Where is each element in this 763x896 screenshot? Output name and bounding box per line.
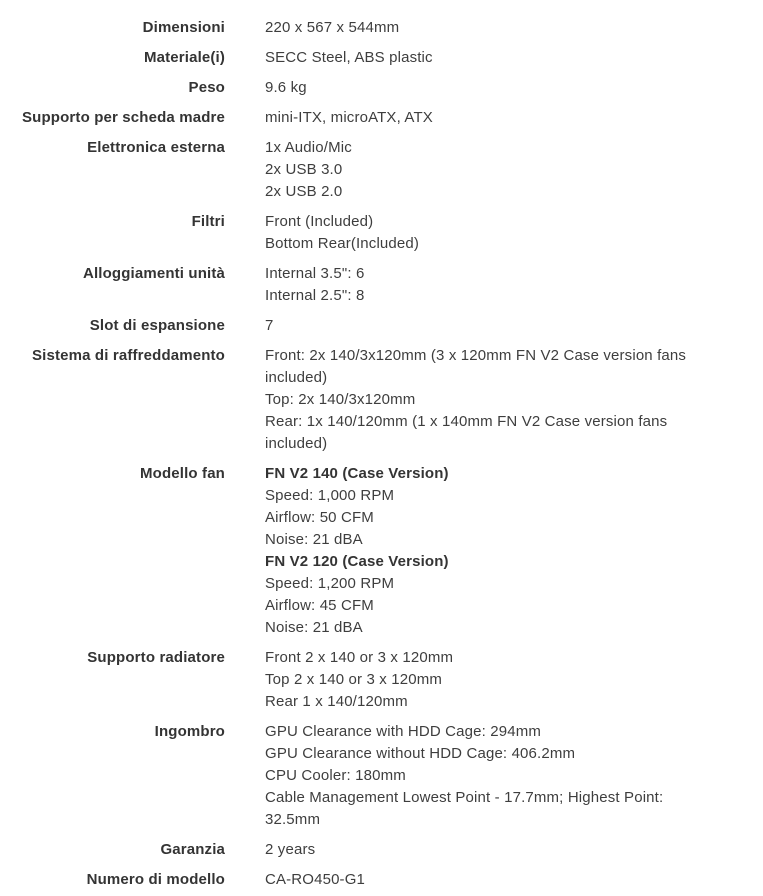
- spec-value-line: SECC Steel, ABS plastic: [265, 49, 433, 66]
- spec-label: Slot di espansione: [89, 317, 225, 334]
- spec-value-line: 2 years: [265, 841, 316, 858]
- spec-value: [225, 345, 763, 455]
- spec-value-line: 220 x 567 x 544mm: [265, 19, 400, 36]
- spec-value-line: Rear 1 x 140/120mm: [265, 693, 408, 710]
- spec-value-line: 32.5mm: [265, 811, 321, 828]
- spec-value-line: Airflow: 50 CFM: [265, 509, 374, 526]
- spec-row: [0, 315, 763, 337]
- spec-value-line: Speed: 1,200 RPM: [265, 575, 395, 592]
- spec-value-line: 9.6 kg: [265, 79, 307, 96]
- spec-label: Ingombro: [154, 723, 225, 740]
- spec-label: Filtri: [191, 213, 225, 230]
- spec-row: [0, 463, 763, 639]
- spec-value-line: Airflow: 45 CFM: [265, 597, 374, 614]
- spec-value: [225, 315, 763, 337]
- spec-value: [225, 47, 763, 69]
- spec-value: [225, 463, 763, 639]
- spec-value-line: Front: 2x 140/3x120mm (3 x 120mm FN V2 Case version fans: [265, 347, 687, 364]
- spec-label: Supporto per scheda madre: [22, 109, 225, 126]
- spec-label: Peso: [188, 79, 225, 96]
- spec-row: [0, 107, 763, 129]
- spec-row: [0, 345, 763, 455]
- spec-row: [0, 211, 763, 255]
- spec-value-line: 1x Audio/Mic: [265, 139, 352, 156]
- spec-value-line: mini-ITX, microATX, ATX: [265, 109, 433, 126]
- spec-label: Alloggiamenti unità: [82, 265, 225, 282]
- spec-value-subheading: FN V2 140 (Case Version): [265, 465, 449, 482]
- spec-value-line: included): [265, 369, 328, 386]
- spec-label: Supporto radiatore: [87, 649, 225, 666]
- spec-value-line: Internal 3.5": 6: [265, 265, 365, 282]
- spec-value-subheading: FN V2 120 (Case Version): [265, 553, 449, 570]
- spec-row: [0, 839, 763, 861]
- spec-row: [0, 47, 763, 69]
- spec-row: [0, 17, 763, 39]
- spec-row: [0, 77, 763, 99]
- spec-row: [0, 647, 763, 713]
- spec-value-line: Cable Management Lowest Point - 17.7mm; Highest Point:: [265, 789, 664, 806]
- spec-value-line: Noise: 21 dBA: [265, 619, 363, 636]
- spec-label: Garanzia: [160, 841, 225, 858]
- spec-row: [0, 869, 763, 891]
- spec-value: [225, 721, 763, 831]
- spec-value-line: GPU Clearance with HDD Cage: 294mm: [265, 723, 542, 740]
- spec-value: [225, 839, 763, 861]
- spec-value: [225, 869, 763, 891]
- spec-value-line: Rear: 1x 140/120mm (1 x 140mm FN V2 Case version fans: [265, 413, 668, 430]
- spec-value-line: included): [265, 435, 328, 452]
- spec-label: Materiale(i): [144, 49, 225, 66]
- spec-value-line: Top 2 x 140 or 3 x 120mm: [265, 671, 443, 688]
- spec-value-line: Speed: 1,000 RPM: [265, 487, 395, 504]
- spec-value: [225, 17, 763, 39]
- spec-label: Dimensioni: [142, 19, 225, 36]
- spec-value: [225, 137, 763, 203]
- spec-value-line: Bottom Rear(Included): [265, 235, 420, 252]
- spec-row: [0, 721, 763, 831]
- spec-value-line: Top: 2x 140/3x120mm: [265, 391, 416, 408]
- spec-value: [225, 211, 763, 255]
- spec-row: [0, 137, 763, 203]
- spec-value-line: CPU Cooler: 180mm: [265, 767, 406, 784]
- spec-value-line: Noise: 21 dBA: [265, 531, 363, 548]
- spec-label: Modello fan: [140, 465, 225, 482]
- spec-value-line: CA-RO450-G1: [265, 871, 366, 888]
- spec-value: [225, 263, 763, 307]
- spec-value-line: Internal 2.5": 8: [265, 287, 365, 304]
- spec-row: [0, 263, 763, 307]
- spec-label: Sistema di raffreddamento: [32, 347, 225, 364]
- spec-value-line: 2x USB 3.0: [265, 161, 343, 178]
- spec-value-line: GPU Clearance without HDD Cage: 406.2mm: [265, 745, 576, 762]
- spec-label: Numero di modello: [86, 871, 225, 888]
- spec-value-line: 7: [265, 317, 274, 334]
- spec-value: [225, 77, 763, 99]
- spec-value-line: Front (Included): [265, 213, 374, 230]
- spec-value: [225, 647, 763, 713]
- spec-value-line: 2x USB 2.0: [265, 183, 343, 200]
- spec-value: [225, 107, 763, 129]
- spec-value-line: Front 2 x 140 or 3 x 120mm: [265, 649, 454, 666]
- spec-label: Elettronica esterna: [87, 139, 225, 156]
